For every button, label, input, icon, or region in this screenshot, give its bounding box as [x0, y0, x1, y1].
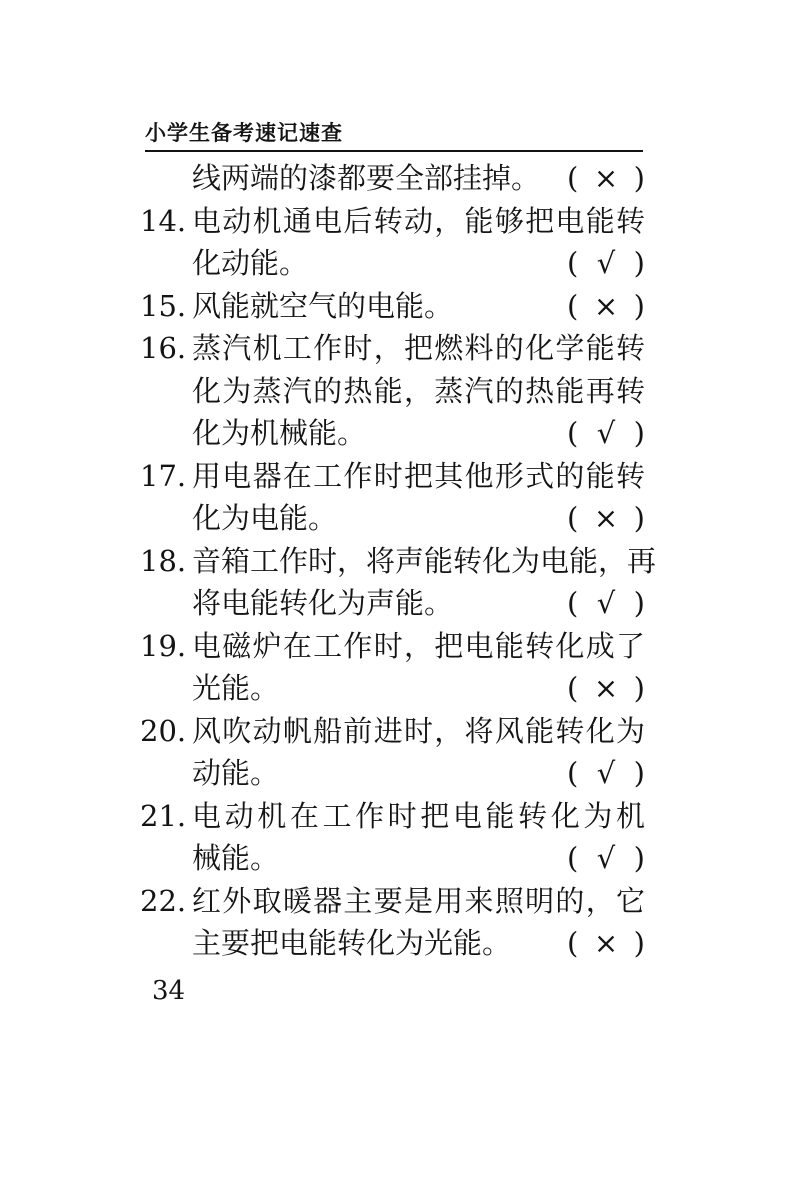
question-text: 化为机械能。: [192, 416, 367, 450]
question-text: 化为蒸汽的热能，蒸汽的热能再转: [192, 373, 645, 408]
question-number: 17.: [140, 458, 187, 493]
bracket-open: (: [567, 926, 579, 960]
bracket-close: ): [633, 671, 645, 705]
question-line: [140, 582, 645, 625]
header-rule: [145, 150, 643, 152]
question-line: [140, 285, 645, 328]
answer-bracket: [567, 497, 645, 540]
question-number: 14.: [140, 203, 187, 238]
bracket-close: ): [633, 586, 645, 620]
answer-mark: √: [596, 841, 616, 875]
question-line: [140, 200, 645, 243]
question-text: 化动能。: [192, 246, 309, 280]
answer-bracket: [567, 242, 645, 285]
answer-mark: √: [596, 756, 616, 790]
question-line: [140, 412, 645, 455]
answer-bracket: [567, 667, 645, 710]
question-number: 15.: [140, 288, 187, 323]
question-number: 19.: [140, 628, 187, 663]
bracket-close: ): [633, 841, 645, 875]
answer-bracket: [567, 412, 645, 455]
page-number: 34: [152, 976, 186, 1006]
question-number: 20.: [140, 713, 187, 748]
answer-mark: ×: [593, 926, 619, 960]
question-line: [140, 837, 645, 880]
question-line: [140, 922, 645, 965]
question-item: [140, 285, 645, 328]
question-line: [140, 370, 645, 413]
question-line: [140, 625, 645, 668]
question-text: 用电器在工作时把其他形式的能转: [192, 458, 645, 493]
question-line: [140, 540, 657, 583]
question-item: [140, 157, 645, 200]
question-item: [140, 710, 645, 795]
question-text: 蒸汽机工作时，把燃料的化学能转: [192, 331, 645, 365]
answer-mark: √: [596, 586, 616, 620]
question-item: [140, 200, 645, 285]
question-item: [140, 880, 645, 965]
question-text: 化为电能。: [192, 501, 338, 535]
question-line: [140, 327, 645, 370]
question-item: [140, 327, 645, 455]
question-line: [140, 242, 645, 285]
question-item: [140, 455, 645, 540]
question-line: [140, 752, 645, 795]
question-item: [140, 795, 645, 880]
question-number: 18.: [140, 543, 187, 578]
question-line: [140, 880, 645, 923]
answer-bracket: [567, 752, 645, 795]
question-line: [140, 497, 645, 540]
question-text: 将电能转化为声能。: [192, 586, 454, 620]
bracket-close: ): [633, 756, 645, 790]
bracket-close: ): [633, 288, 645, 323]
question-text: 电磁炉在工作时，把电能转化成了: [192, 628, 645, 663]
question-text: 械能。: [192, 841, 280, 875]
question-text: 电动机通电后转动，能够把电能转: [192, 203, 645, 238]
question-text: 风吹动帆船前进时，将风能转化为: [192, 713, 645, 748]
question-text: 红外取暖器主要是用来照明的，它: [192, 883, 645, 918]
bracket-open: (: [567, 161, 579, 195]
answer-mark: ×: [593, 671, 619, 705]
answer-bracket: [567, 285, 645, 328]
bracket-close: ): [633, 161, 645, 195]
question-text: 主要把电能转化为光能。: [192, 926, 512, 960]
bracket-open: (: [567, 246, 579, 280]
answer-bracket: [567, 582, 645, 625]
question-text: 光能。: [192, 671, 280, 705]
question-item: [140, 540, 657, 625]
answer-mark: ×: [593, 501, 619, 535]
answer-mark: ×: [593, 161, 619, 195]
answer-mark: √: [596, 416, 616, 450]
answer-bracket: [567, 157, 645, 200]
question-text: 动能。: [192, 756, 280, 790]
answer-mark: ×: [593, 288, 619, 323]
bracket-open: (: [567, 671, 579, 705]
question-line: [140, 455, 645, 498]
bracket-open: (: [567, 586, 579, 620]
bracket-close: ): [633, 501, 645, 535]
question-text: 风能就空气的电能。: [192, 288, 454, 323]
answer-mark: √: [596, 246, 616, 280]
bracket-close: ): [633, 246, 645, 280]
question-list: [140, 157, 657, 965]
question-line: [140, 710, 645, 753]
bracket-close: ): [633, 416, 645, 450]
question-line: [140, 667, 645, 710]
bracket-open: (: [567, 501, 579, 535]
question-number: 22.: [140, 883, 187, 918]
bracket-open: (: [567, 841, 579, 875]
question-text: 电动机在工作时把电能转化为机: [192, 798, 645, 833]
bracket-open: (: [567, 756, 579, 790]
answer-bracket: [567, 922, 645, 965]
question-item: [140, 625, 645, 710]
bracket-open: (: [567, 416, 579, 450]
question-text: 线两端的漆都要全部挂掉。: [192, 161, 541, 195]
bracket-close: ): [633, 926, 645, 960]
question-line: [140, 795, 645, 838]
question-number: 16.: [140, 331, 187, 365]
answer-bracket: [567, 837, 645, 880]
running-header: 小学生备考速记速查: [145, 121, 343, 145]
question-text: 音箱工作时，将声能转化为电能，再: [192, 543, 657, 578]
question-line: [140, 157, 645, 200]
question-number: 21.: [140, 798, 187, 833]
bracket-open: (: [567, 288, 579, 323]
